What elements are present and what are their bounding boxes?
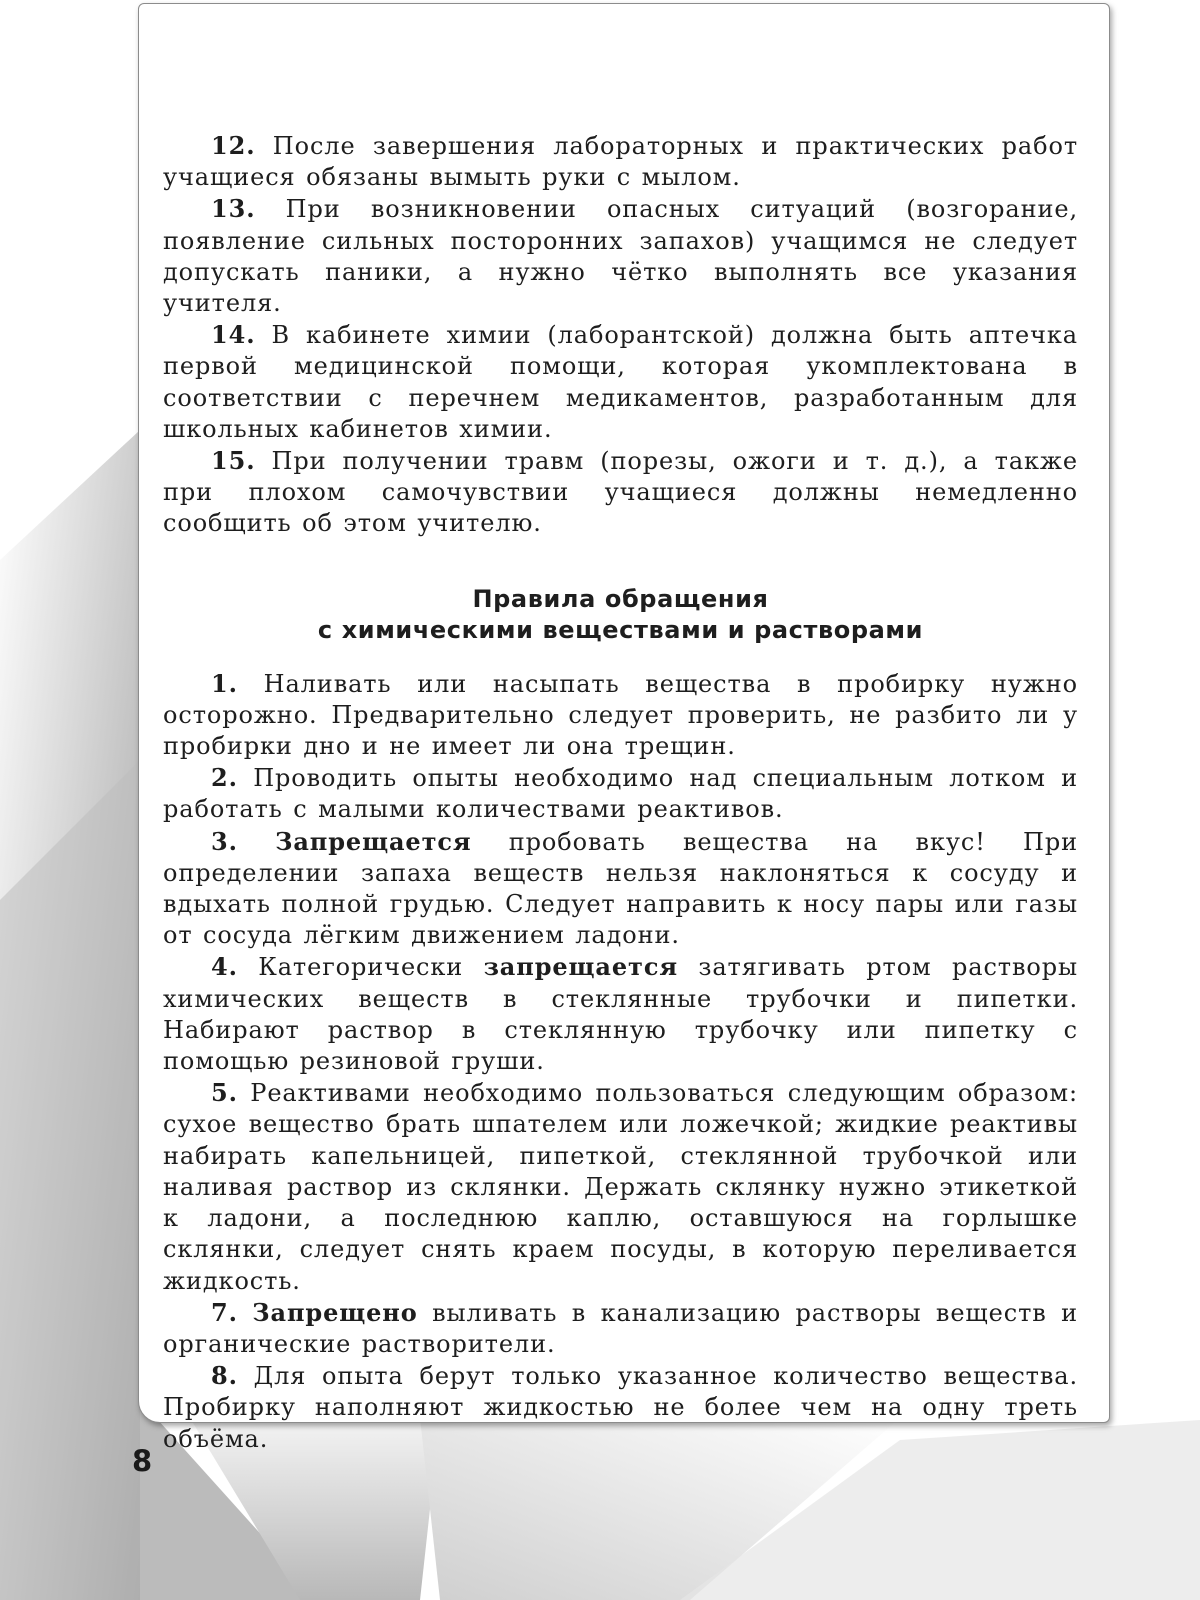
- substance-rule-8: 8. Для опыта берут только указанное количество вещества. Пробирку наполняют жидкостью не более чем на одну треть объёма.: [163, 1361, 1078, 1453]
- keyword-bold: Запрещено: [252, 1297, 418, 1327]
- section-heading-line-1: Правила обращения: [472, 584, 769, 613]
- substance-rule-4: 4. Категорически запрещается затягивать ртом растворы химических веществ в стеклянные трубочки и пипетки. Набирают раствор в стеклянную трубочку или пипетку с помощью резиновой груши.: [163, 952, 1079, 1076]
- substance-rule-5: 5. Реактивами необходимо пользоваться следующим образом: сухое вещество брать шпателем или ложечкой; жидкие реактивы набирать капельницей, пипеткой, стеклянной трубочкой или наливая раствор из склянки. Держать склянку нужно этикеткой к ладони, а последнюю каплю, оставшуюся на горлышке склянки, следует снять краем посуды, в которую переливается жидкость.: [163, 1078, 1078, 1295]
- rule-item-15: 15. При получении травм (порезы, ожоги и т. д.), а также при плохом самочувствии учащиеся должны немедленно сообщить об этом учителю.: [163, 446, 1079, 538]
- rule-item-14: 14. В кабинете химии (лаборантской) должна быть аптечка первой медицинской помощи, которая укомплектована в соответствии с перечнем медикаментов, разработанным для школьных кабинетов химии.: [163, 320, 1078, 443]
- keyword-bold: Запрещается: [275, 826, 472, 856]
- keyword-bold: запрещается: [483, 952, 678, 982]
- page-number: 8: [132, 1444, 153, 1478]
- substance-rule-7: 7. Запрещено выливать в канализацию растворы веществ и органические растворители.: [163, 1297, 1078, 1358]
- substance-rule-3: 3. Запрещается пробовать вещества на вкус! При определении запаха веществ нельзя наклоняться к сосуду и вдыхать полной грудью. Следует направить к носу пары или газы от сосуда лёгким движением ладони.: [163, 826, 1078, 950]
- page-content: [163, 130, 1078, 1455]
- rule-item-12: 12. После завершения лабораторных и практических работ учащиеся обязаны вымыть руки с мылом.: [163, 131, 1078, 192]
- rule-item-13: 13. При возникновении опасных ситуаций (возгорание, появление сильных посторонних запахов) учащимся не следует допускать паники, а нужно чётко выполнять все указания учителя.: [163, 194, 1078, 318]
- substance-rule-2: 2. Проводить опыты необходимо над специальным лотком и работать с малыми количествами реактивов.: [163, 763, 1078, 824]
- section-heading: [163, 584, 1078, 646]
- substance-rule-1: 1. Наливать или насыпать вещества в пробирку нужно осторожно. Предварительно следует проверить, не разбито ли у пробирки дно и не имеет ли она трещин.: [163, 668, 1078, 761]
- section-heading-line-2: с химическими веществами и растворами: [317, 615, 924, 644]
